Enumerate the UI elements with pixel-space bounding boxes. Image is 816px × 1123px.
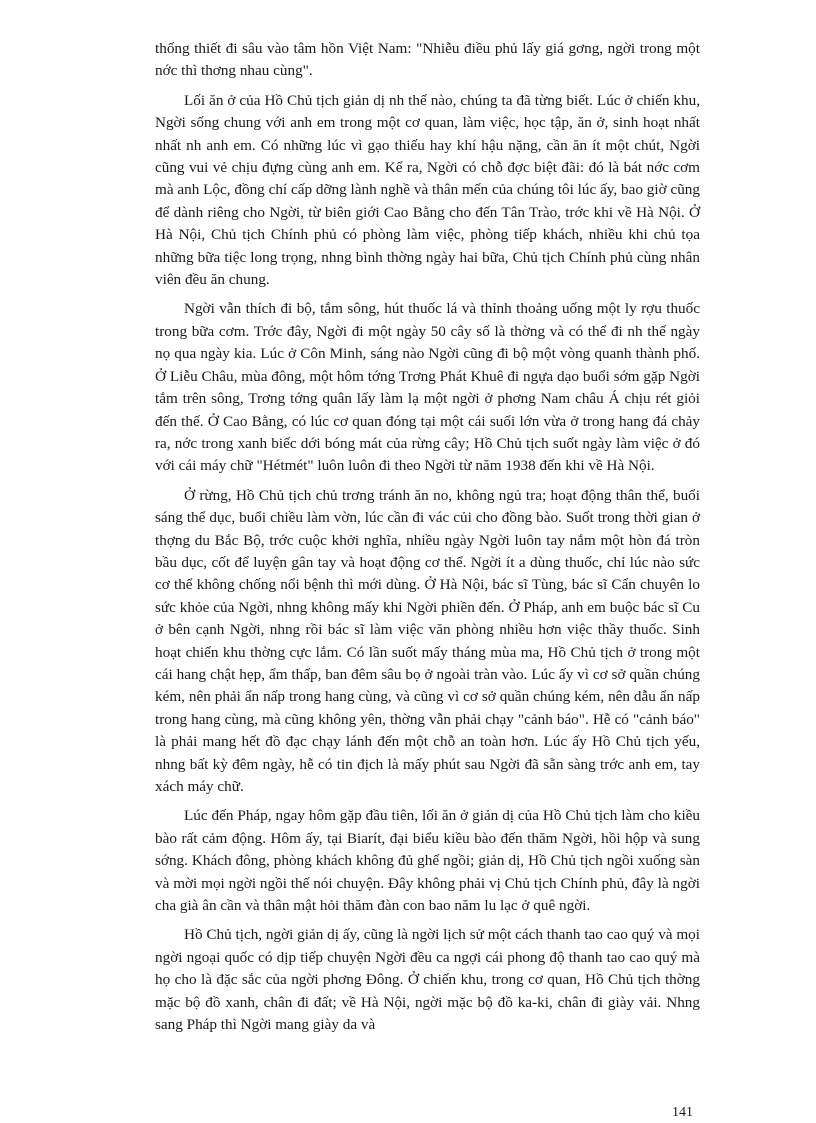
paragraph-3: Ngời vẫn thích đi bộ, tắm sông, hút thuốc lá và thỉnh thoảng uống một ly rợu thuốc trong bữa cơm. Trớc đây, Ngời đi một ngày 50 cây số là thờng và có thể đi nh thế ngày nọ qua ngày kia. Lúc ở Côn Minh, sáng nào Ngời cũng đi bộ một vòng quanh thành phố. Ở Liễu Châu, mùa đông, một hôm tớng Trơng Phát Khuê đi ngựa dạo buổi sớm gặp Ngời tắm trên sông, Trơng tớng quân lấy làm lạ một ngời ở phơng Nam châu Á chịu rét giỏi đến thế. Ở Cao Bằng, có lúc cơ quan đóng tại một cái suối lớn vừa ở trong hang đá chảy ra, nớc trong xanh biếc dới bóng mát của rừng cây; Hồ Chủ tịch suốt ngày làm việc ở đó với cái máy chữ "Hétmét" luôn luôn đi theo Ngời từ năm 1938 đến khi về Hà Nội.	[155, 300, 700, 475]
paragraph-1: thống thiết đi sâu vào tâm hồn Việt Nam: "Nhiễu điều phủ lấy giá gơng, ngời trong một nớc thì thơng nhau cùng".	[155, 40, 700, 80]
paragraph-4: Ở rừng, Hồ Chủ tịch chủ trơng tránh ăn no, không ngủ tra; hoạt động thân thể, buổi sáng thể dục, buổi chiều làm vờn, lúc cần đi vác củi cho đồng bào. Suốt trong thời gian ở thợng du Bắc Bộ, trớc cuộc khởi nghĩa, nhiều ngày Ngời luôn tay nắm một hòn đá tròn bầu dục, cốt để luyện gân tay và hoạt động cơ thể. Ngời ít a dùng thuốc, chỉ lúc nào sức cơ thể không chống nổi bệnh thì mới dùng. Ở Hà Nội, bác sĩ Tùng, bác sĩ Cẩn chuyên lo sức khỏe của Ngời, nhng không mấy khi Ngời phiền đến. Ở Pháp, anh em buộc bác sĩ Cu ở bên cạnh Ngời, nhng rồi bác sĩ làm việc văn phòng nhiều hơn việc thầy thuốc. Sinh hoạt chiến khu thờng cực lắm. Có lần suốt mấy tháng mùa ma, Hồ Chủ tịch ở trong một cái hang chật hẹp, ẩm thấp, ban đêm sâu bọ ở ngoài tràn vào. Lúc ấy vì cơ sở quần chúng kém, nên phải ẩn nấp trong hang cùng, và cũng vì cơ sở quần chúng kém, nên dẫu ẩn nấp trong hang cùng, mà cũng không yên, thờng vẫn phải chạy "cảnh báo". Hễ có "cảnh báo" là phải mang hết đồ đạc chạy lánh đến một chỗ an toàn hơn. Lúc ấy Hồ Chủ tịch yếu, nhng bất kỳ đêm ngày, hễ có tin địch là mấy phút sau Ngời đã sẵn sàng trớc anh em, tay xách máy chữ.	[155, 486, 700, 795]
paragraph-5: Lúc đến Pháp, ngay hôm gặp đầu tiên, lối ăn ở giản dị của Hồ Chủ tịch làm cho kiều bào rất cảm động. Hôm ấy, tại Biarít, đại biểu kiều bào đến thăm Ngời, hồi hộp và sung sớng. Khách đông, phòng khách không đủ ghế ngồi; giản dị, Hồ Chủ tịch ngồi xuống sàn và mời mọi ngời ngồi thế nói chuyện. Đây không phải vị Chủ tịch Chính phủ, đây là ngời cha già ân cần và thân mật hỏi thăm đàn con bao năm lu lạc ở quê ngời.	[155, 807, 700, 915]
page-number: 141	[672, 1105, 693, 1120]
page-body	[155, 38, 700, 1043]
paragraph-2: Lối ăn ở của Hồ Chủ tịch giản dị nh thế nào, chúng ta đã từng biết. Lúc ở chiến khu, Ngời sống chung với anh em trong một cơ quan, làm việc, học tập, ăn ở, sinh hoạt nhất nhất nh anh em. Có những lúc vì gạo thiếu hay khí hậu nặng, cần ăn ít một chút, Ngời cũng vui vẻ chịu đựng cùng anh em. Kể ra, Ngời có chỗ đợc biệt đãi: đó là bát nớc cơm mà anh Lộc, đồng chí cấp dỡng lành nghề và thân mến của chúng tôi lúc ấy, bao giờ cũng để dành riêng cho Ngời, từ biên giới Cao Bằng cho đến Tân Trào, trớc khi về Hà Nội. Ở Hà Nội, Chủ tịch Chính phủ có phòng làm việc, phòng tiếp khách, nhiều khi chủ tọa những bữa tiệc long trọng, nhng bình thờng ngày hai bữa, Chủ tịch Chính phủ cùng nhân viên đều ăn chung.	[155, 91, 700, 289]
paragraph-6: Hồ Chủ tịch, ngời giản dị ấy, cũng là ngời lịch sử một cách thanh tao cao quý và mọi ngời ngoại quốc có dịp tiếp chuyện Ngời đều ca ngợi cái phong độ thanh tao cao quý mà họ cho là đặc sắc của ngời phơng Đông. Ở chiến khu, trong cơ quan, Hồ Chủ tịch thờng mặc bộ đồ xanh, chân đi đất; về Hà Nội, ngời mặc bộ đồ ka-ki, chân đi giày vải. Nhng sang Pháp thì Ngời mang giày da và	[155, 926, 700, 1034]
